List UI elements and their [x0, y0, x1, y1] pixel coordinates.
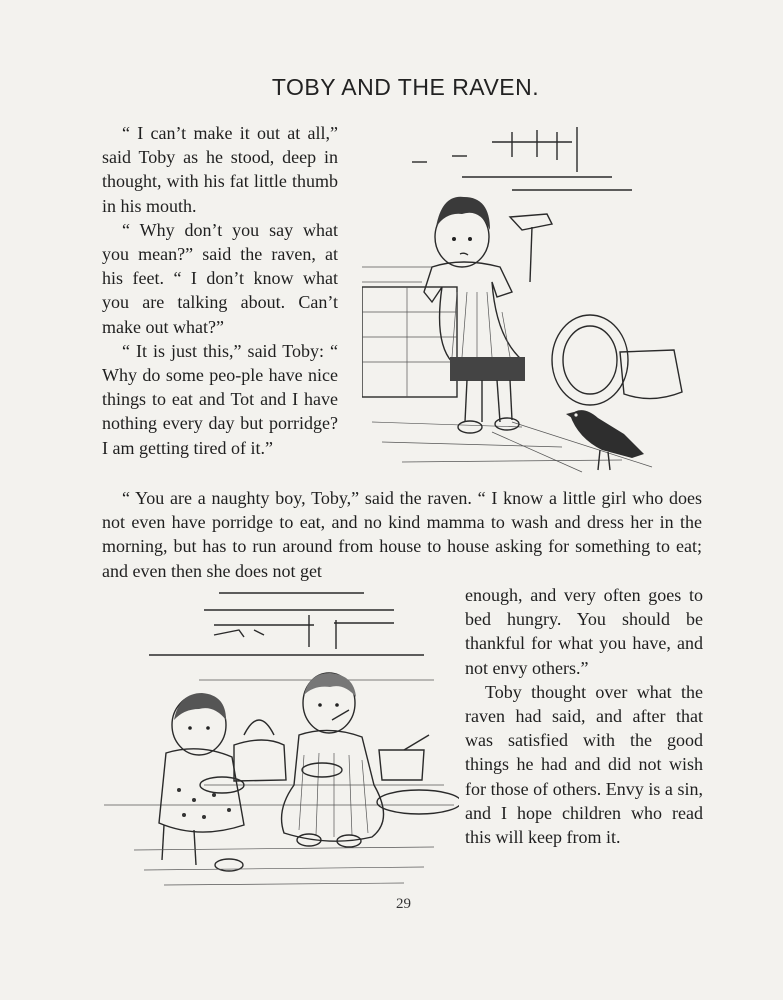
paragraph-1: “ I can’t make it out at all,” said Toby as he stood, deep in thought, with his fat little thumb in his mouth. — [102, 123, 338, 216]
text-column-right — [465, 583, 703, 849]
text-full-width — [102, 486, 702, 583]
paragraph-5: Toby thought over what the raven had said, and after that was satisfied with the good things he had and did not wish for those of others. Envy is a sin, and I hope children who read this will keep from it. — [465, 681, 703, 848]
paragraph-4-continued: enough, and very often goes to bed hungry. You should be thankful for what you have, and not envy others.” — [465, 585, 703, 678]
text-column-left — [102, 121, 338, 460]
illustration-toby-and-raven — [362, 122, 702, 477]
page-number: 29 — [396, 896, 411, 912]
paragraph-3: “ It is just this,” said Toby: “ Why do some peo-ple have nice things to eat and Tot and I have nothing every day but porridge? I am getting tired of it.” — [102, 340, 338, 458]
paragraph-2: “ Why don’t you say what you mean?” said the raven, at his feet. “ I don’t know what you are talking about. Can’t make out what?” — [102, 219, 338, 337]
paragraph-4: “ You are a naughty boy, Toby,” said the raven. “ I know a little girl who does not even have porridge to eat, and no kind mamma to wash and dress her in the morning, but has to run around from house to house asking for something to eat; and even then she does not get — [102, 488, 702, 581]
illustration-children-eating-porridge — [104, 585, 459, 895]
page-title: TOBY AND THE RAVEN. — [271, 74, 540, 100]
